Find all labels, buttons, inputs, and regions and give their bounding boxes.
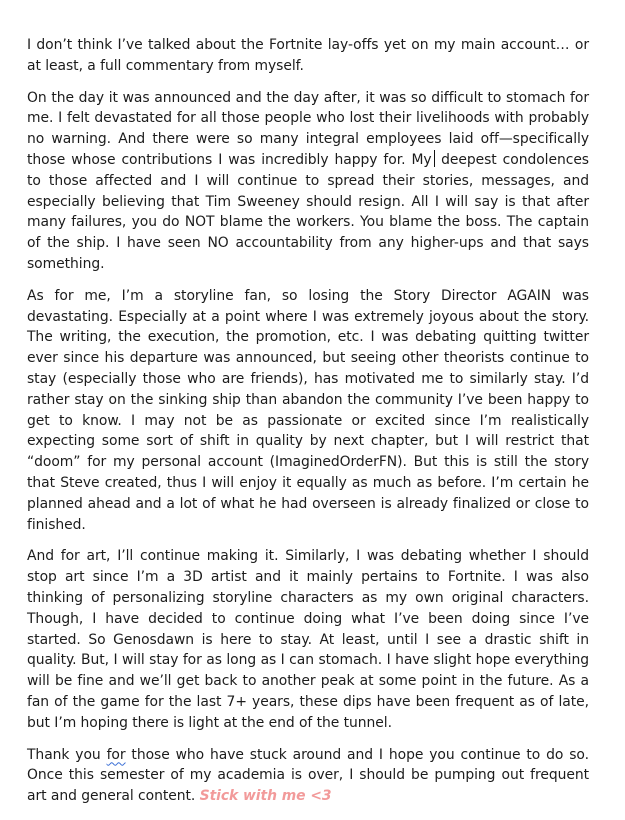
spellcheck-flagged-word[interactable]: for (106, 746, 126, 763)
paragraph-text-end: deepest condolences to those affected and I will continue to spread their stories, messages, and especially believing that Tim Sweeney should resign. All I will say is that after many failures, you do NOT blame the workers. You blame the boss. The captain of the ship. I have seen NO accountability from any higher-ups and that says something. (27, 151, 589, 272)
paragraph-closing (27, 745, 589, 807)
paragraph-layoffs (27, 88, 589, 275)
paragraph-text-start: On the day it was announced and the day after, it was so difficult to stomach for me. I felt devastated for all those people who lost their livelihoods with probably no warning. And there were so many integral employees laid off—specifically those whose contributions I was incredibly happy for. My (27, 89, 589, 168)
signoff-text: Stick with me <3 (199, 788, 332, 805)
paragraph-intro (27, 35, 589, 77)
paragraph-text: As for me, I’m a storyline fan, so losing the Story Director AGAIN was devastating. Especially at a point where I was extremely joyous about the story. The writing, the execution, the promotion, etc. I was debating quitting twitter ever since his departure was announced, but seeing other theorists continue to stay (especially those who are friends), has motivated me to similarly stay. I’d rather stay on the sinking ship than abandon the community I’ve been happy to get to know. I may not be as passionate or excited since I’m realistically expecting some sort of shift in quality by next chapter, but I will restrict that “doom” for my personal account (ImaginedOrderFN). But this is still the story that Steve created, thus I will enjoy it equally as much as before. I’m certain he planned ahead and a lot of what he had overseen is already finalized or close to finished. (27, 287, 589, 533)
paragraph-text: And for art, I’ll continue making it. Similarly, I was debating whether I should stop art since I’m a 3D artist and it mainly pertains to Fortnite. I was also thinking of personalizing storyline characters as my own original characters. Though, I have decided to continue doing what I’ve been doing since I’ve started. So Genosdawn is here to stay. At least, until I see a drastic shift in quality. But, I will stay for as long as I can stomach. I have slight hope everything will be fine and we’ll get back to another peak at some point in the future. As a fan of the game for the last 7+ years, these dips have been frequent as of late, but I’m hoping there is light at the end of the tunnel. (27, 548, 589, 731)
paragraph-art (27, 546, 589, 733)
paragraph-text: I don’t think I’ve talked about the Fortnite lay-offs yet on my main account… or at least, a full commentary from myself. (27, 37, 589, 74)
document-body[interactable] (27, 35, 589, 807)
paragraph-text-start: Thank you (27, 746, 107, 763)
paragraph-storyline (27, 286, 589, 536)
paragraph-text-rest: those who have stuck around and I hope you continue to do so. Once this semester of my academia is over, I should be pumping out frequent art and general content. (27, 746, 589, 805)
